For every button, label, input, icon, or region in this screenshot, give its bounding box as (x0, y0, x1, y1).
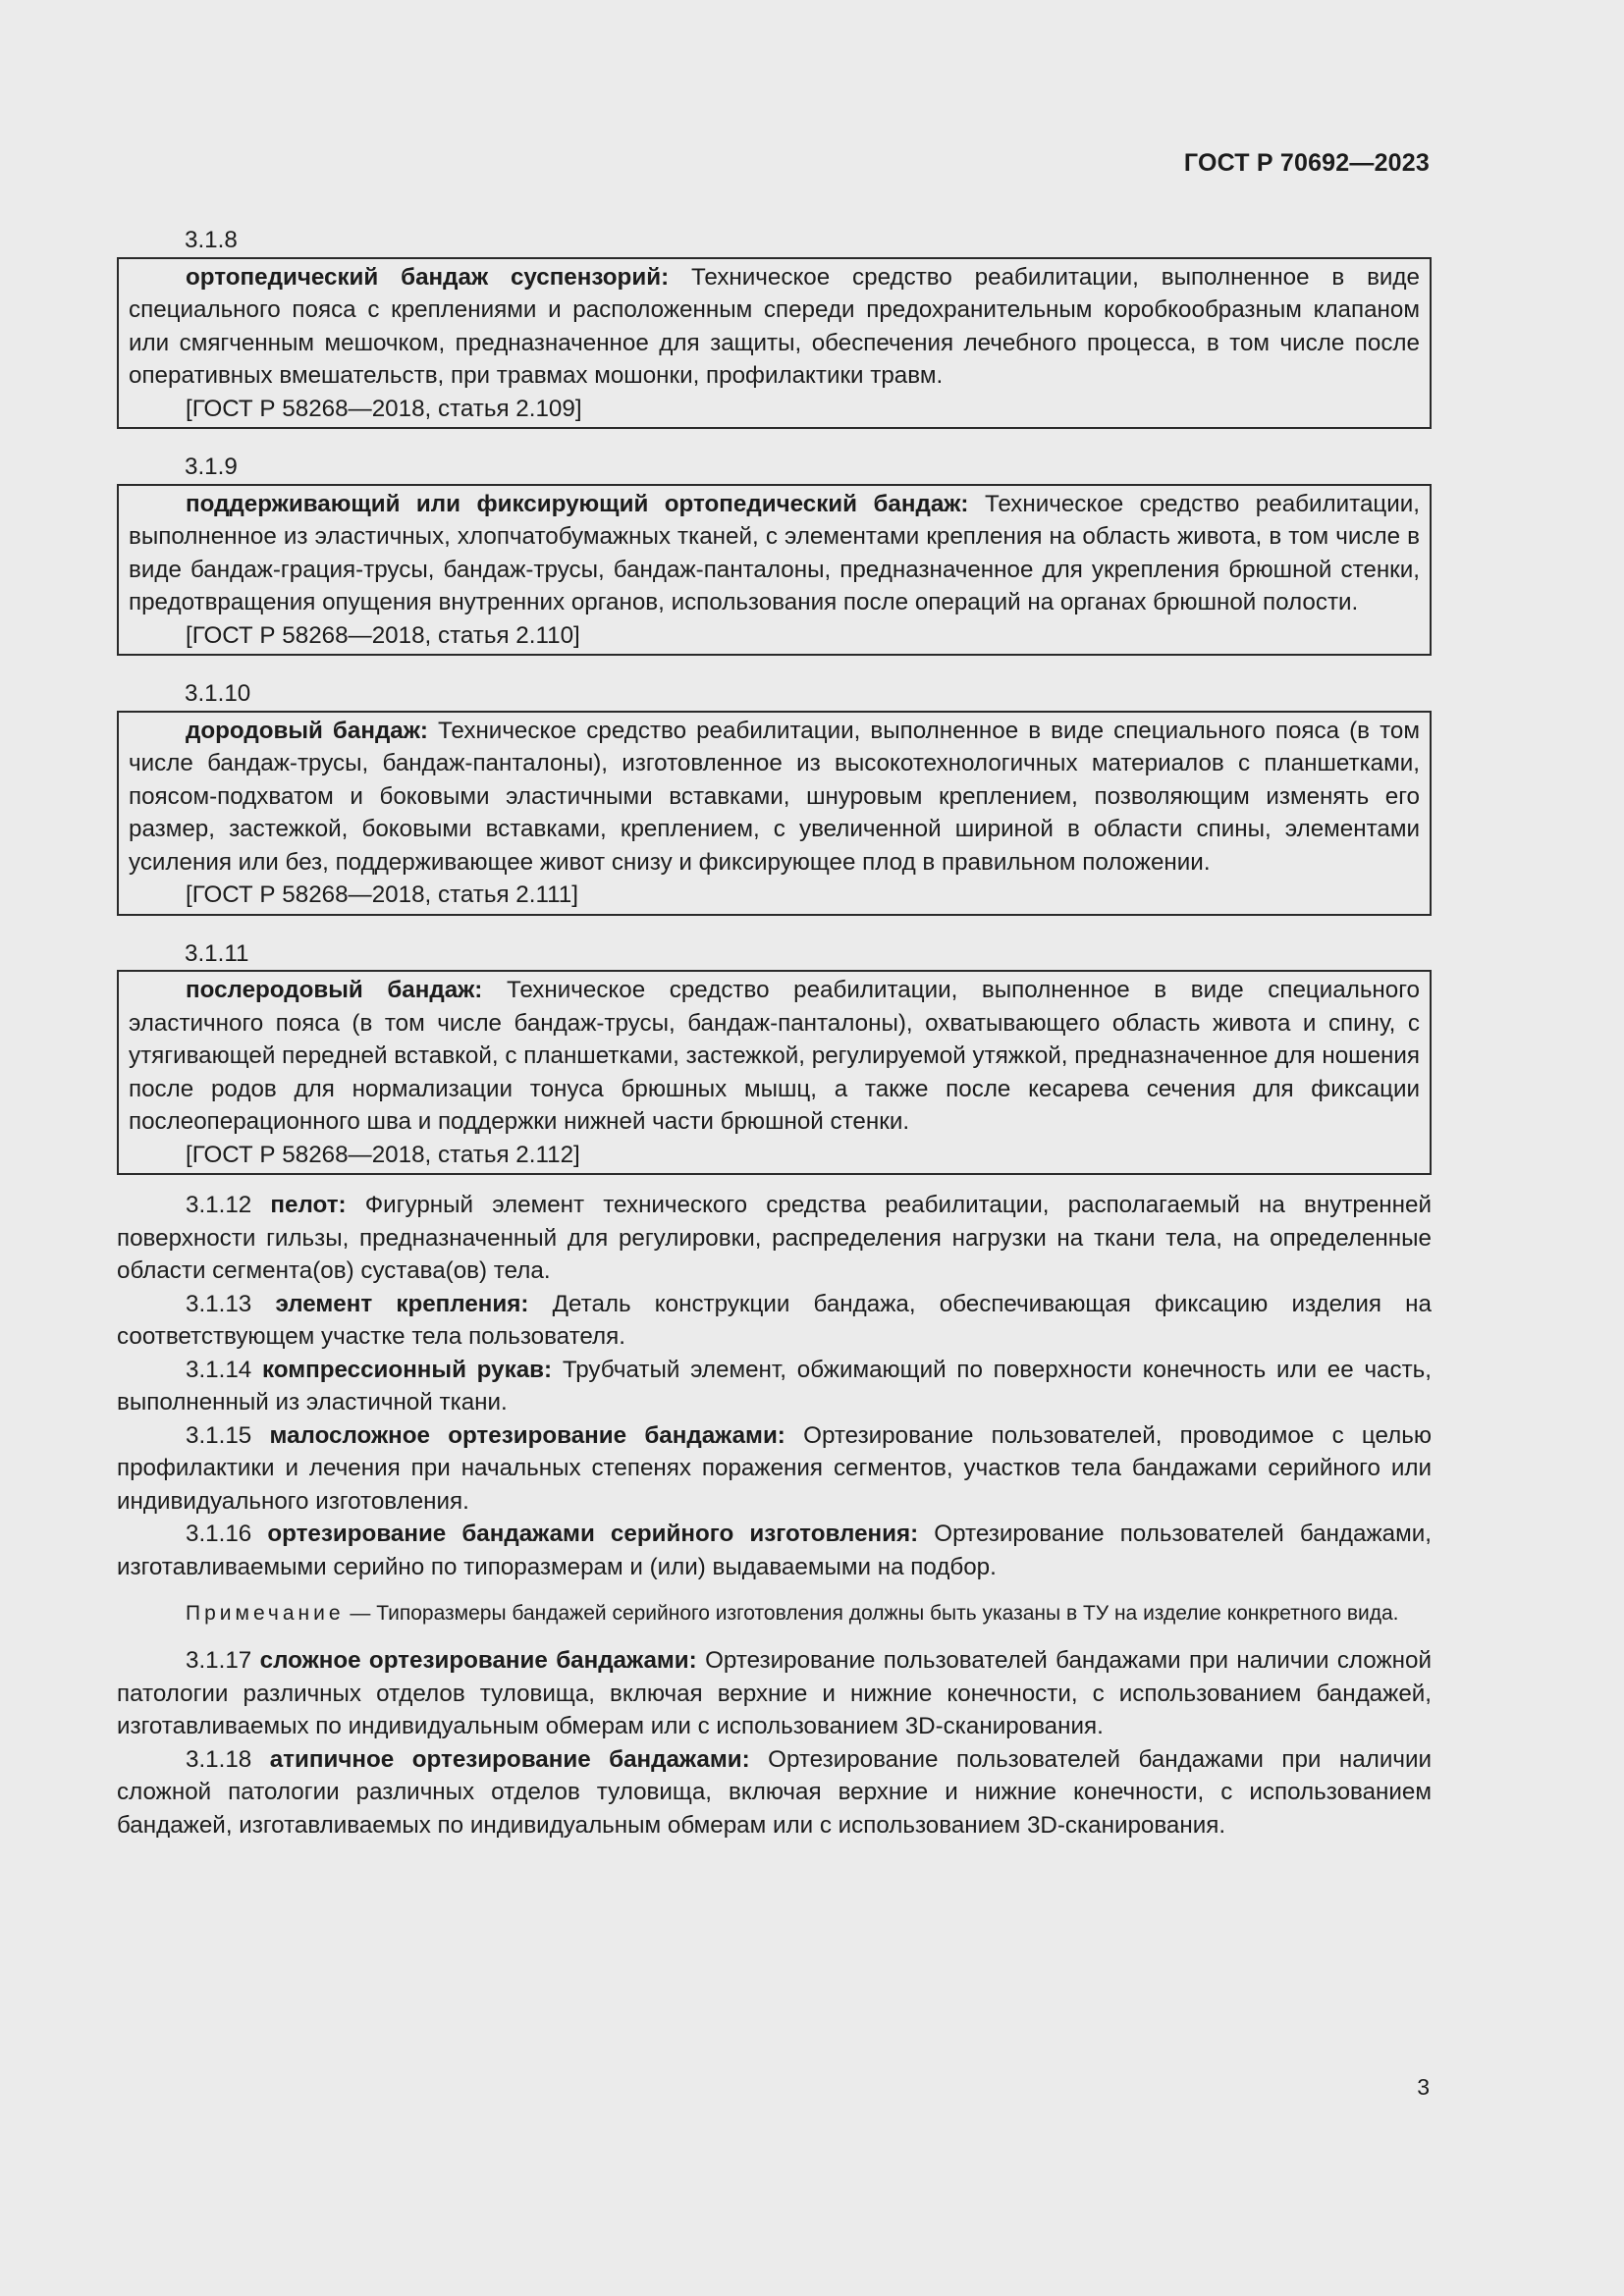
term-definition-text: Техническое средство реабилитации, выполненное в виде специального пояса с креплениями и расположенным спереди предохранительным коробкообразным клапаном или смягченным мешочком, предназначенное для защиты, обеспечения лечебного процесса, в том числе после оперативных вмешательств, при травмах мошонки, профилактики травм. (129, 263, 1420, 389)
term-name: сложное ортезирование бандажами: (259, 1647, 697, 1674)
term-name: послеродовый бандаж: (186, 977, 483, 1003)
term-name: ортопедический бандаж суспензорий: (186, 263, 670, 291)
term-definition (129, 488, 1420, 619)
term-number: 3.1.17 (186, 1647, 252, 1674)
term-paragraph (117, 1644, 1432, 1743)
term-name: компрессионный рукав: (262, 1356, 553, 1383)
term-number: 3.1.15 (186, 1421, 252, 1449)
term-name: малосложное ортезирование бандажами: (269, 1421, 785, 1449)
term-name: атипичное ортезирование бандажами: (269, 1745, 750, 1773)
term-source: [ГОСТ Р 58268—2018, статья 2.110] (186, 621, 580, 649)
page-number: 3 (1417, 2074, 1430, 2100)
term-number: 3.1.9 (185, 454, 238, 480)
term-definition (129, 715, 1420, 880)
term-definition (129, 261, 1420, 393)
term-number: 3.1.14 (186, 1356, 252, 1383)
term-name: ортезирование бандажами серийного изготовления: (267, 1521, 919, 1547)
term-number: 3.1.12 (186, 1192, 252, 1218)
term-definition-text: Фигурный элемент технического средства реабилитации, располагаемый на внутренней поверхности гильзы, предназначенный для регулировки, распределения нагрузки на ткани тела, на определенные области сегмента(ов) сустава(ов) тела. (117, 1192, 1432, 1284)
term-definition-box (117, 257, 1432, 430)
term-definition-box (117, 711, 1432, 916)
term-definition-box (117, 484, 1432, 657)
term-name: пелот: (270, 1192, 347, 1218)
note-paragraph (117, 1599, 1432, 1629)
term-source: [ГОСТ Р 58268—2018, статья 2.109] (186, 395, 582, 422)
term-definition (129, 974, 1420, 1139)
term-number: 3.1.13 (186, 1290, 252, 1317)
term-source: [ГОСТ Р 58268—2018, статья 2.112] (186, 1141, 580, 1168)
document-header: ГОСТ Р 70692—2023 (1183, 149, 1430, 177)
term-definition-text: Ортезирование пользователей бандажами при наличии сложной патологии различных отделов туловища, включая верхние и нижние конечности, с использованием бандажей, изготавливаемых по индивидуальным обмерам или с использованием 3D-сканирования. (117, 1647, 1432, 1739)
term-definition-text: Техническое средство реабилитации, выполненное в виде специального пояса (в том числе бандаж-трусы, бандаж-панталоны), изготовленное из высокотехнологичных материалов с планшетками, поясом-подхватом и боковыми эластичными вставками, шнуровым креплением, позволяющим изменять его размер, застежкой, боковыми вставками, креплением, с увеличенной шириной в области спины, элементами усиления или без, поддерживающее живот снизу и фиксирующее плод в правильном положении. (129, 717, 1420, 876)
term-source: [ГОСТ Р 58268—2018, статья 2.111] (186, 881, 578, 908)
term-number: 3.1.10 (185, 680, 251, 707)
term-number: 3.1.18 (186, 1745, 252, 1773)
term-name: дородовый бандаж: (186, 717, 428, 744)
term-paragraph (117, 1189, 1432, 1288)
note-text: — Типоразмеры бандажей серийного изготовления должны быть указаны в ТУ на изделие конкретного вида. (344, 1602, 1399, 1625)
term-definition-text: Трубчатый элемент, обжимающий по поверхности конечность или ее часть, выполненный из эластичной ткани. (117, 1356, 1432, 1415)
term-paragraph (117, 1518, 1432, 1583)
term-definition-text: Ортезирование пользователей бандажами при наличии сложной патологии различных отделов туловища, включая верхние и нижние конечности, с использованием бандажей, изготавливаемых по индивидуальным обмерам или с использованием 3D-сканирования. (117, 1745, 1432, 1839)
term-name: поддерживающий или фиксирующий ортопедический бандаж: (186, 490, 969, 517)
term-definition-text: Техническое средство реабилитации, выполненное из эластичных, хлопчатобумажных тканей, с элементами крепления на область живота, в том числе в виде бандаж-грация-трусы, бандаж-трусы, бандаж-панталоны, предназначенное для укрепления брюшной стенки, предотвращения опущения внутренних органов, использования после операций на органах брюшной полости. (129, 490, 1420, 615)
term-definition-text: Деталь конструкции бандажа, обеспечивающая фиксацию изделия на соответствующем участке тела пользователя. (117, 1290, 1432, 1350)
term-definition-box (117, 970, 1432, 1175)
term-definition-text: Техническое средство реабилитации, выполненное в виде специального эластичного пояса (в том числе бандаж-трусы, бандаж-панталоны), охватывающего область живота и спину, с утягивающей передней вставкой, с планшетками, застежкой, регулируемой утяжкой, предназначенное для ношения после родов для нормализации тонуса брюшных мышц, а также после кесарева сечения для фиксации послеоперационного шва и поддержки нижней части брюшной стенки. (129, 977, 1420, 1135)
note-label: Примечание (186, 1602, 345, 1625)
term-number: 3.1.16 (186, 1521, 252, 1547)
term-definition-text: Ортезирование пользователей, проводимое с целью профилактики и лечения при начальных степенях поражения сегментов, участков тела бандажами серийного или индивидуального изготовления. (117, 1421, 1432, 1515)
document-body (117, 224, 1432, 1842)
term-number: 3.1.11 (185, 939, 249, 967)
term-definition-text: Ортезирование пользователей бандажами, изготавливаемыми серийно по типоразмерам и (или) выдаваемыми на подбор. (117, 1521, 1432, 1580)
term-paragraph (117, 1743, 1432, 1842)
term-paragraph (117, 1419, 1432, 1519)
term-paragraph (117, 1354, 1432, 1419)
term-number: 3.1.8 (185, 227, 238, 253)
term-paragraph (117, 1288, 1432, 1354)
term-name: элемент крепления: (275, 1290, 529, 1317)
